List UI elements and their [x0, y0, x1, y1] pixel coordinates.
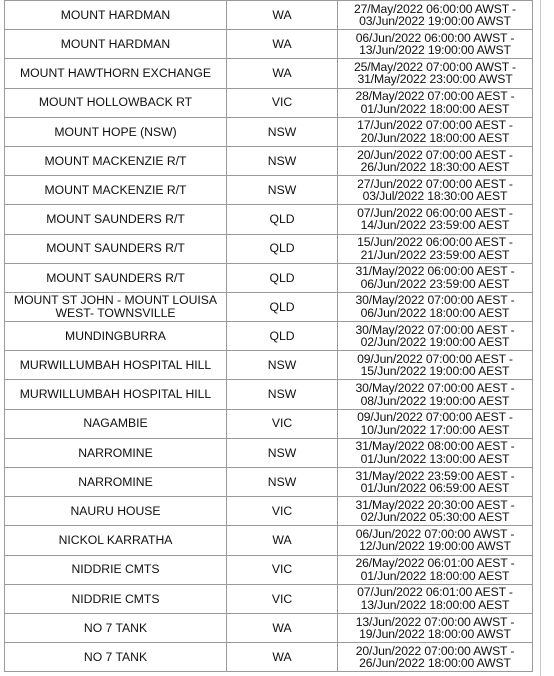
site-name: MOUNT HARDMAN — [60, 37, 171, 52]
outage-end: 06/Jun/2022 18:00:00 AEST — [360, 305, 510, 320]
site-name: MOUNT HARDMAN — [60, 7, 171, 22]
outage-window-cell — [338, 234, 533, 263]
state-cell: NSW — [227, 146, 338, 175]
outage-window-cell — [338, 468, 533, 497]
outage-window-cell — [338, 584, 533, 613]
site-name-cell — [5, 263, 227, 292]
state-cell: QLD — [227, 234, 338, 263]
outage-end: 20/Jun/2022 18:00:00 AEST — [360, 130, 510, 145]
outage-window-cell — [338, 292, 533, 321]
state-cell: NSW — [227, 176, 338, 205]
site-name-cell — [5, 526, 227, 555]
table-row — [5, 322, 533, 351]
state-cell: NSW — [227, 438, 338, 467]
site-name-cell — [5, 584, 227, 613]
site-name-cell — [5, 613, 227, 642]
outage-window-cell — [338, 409, 533, 438]
outage-start: 17/Jun/2022 07:00:00 AEST - — [357, 118, 513, 133]
outage-table — [4, 0, 533, 672]
site-name-cell — [5, 205, 227, 234]
site-name: MURWILLUMBAH HOSPITAL HILL — [19, 358, 212, 373]
state-cell: VIC — [227, 88, 338, 117]
site-name: NIDDRIE CMTS — [71, 591, 160, 606]
state-cell: NSW — [227, 117, 338, 146]
table-row — [5, 438, 533, 467]
outage-start: 13/Jun/2022 07:00:00 AWST - — [355, 614, 515, 629]
page-edge-divider — [540, 0, 541, 676]
outage-end: 01/Jun/2022 18:00:00 AEST — [360, 568, 510, 583]
state-cell: WA — [227, 59, 338, 88]
outage-window-cell — [338, 1, 533, 30]
site-name-cell — [5, 497, 227, 526]
site-name-cell — [5, 234, 227, 263]
site-name-cell — [5, 438, 227, 467]
site-name: MUNDINGBURRA — [65, 328, 166, 343]
table-row — [5, 176, 533, 205]
state-cell: NSW — [227, 351, 338, 380]
outage-start: 06/Jun/2022 06:00:00 AWST - — [355, 30, 515, 45]
site-name: MOUNT SAUNDERS R/T — [46, 212, 185, 227]
site-name: NIDDRIE CMTS — [71, 562, 160, 577]
outage-start: 31/May/2022 08:00:00 AEST - — [355, 439, 515, 454]
state-cell: VIC — [227, 497, 338, 526]
state-cell: VIC — [227, 584, 338, 613]
outage-window-cell — [338, 322, 533, 351]
site-name-cell — [5, 30, 227, 59]
outage-window-cell — [338, 351, 533, 380]
outage-end: 13/Jun/2022 19:00:00 AWST — [359, 43, 511, 58]
outage-end: 01/Jun/2022 18:00:00 AEST — [360, 101, 510, 116]
site-name: MOUNT SAUNDERS R/T — [46, 241, 185, 256]
site-name-cell — [5, 555, 227, 584]
site-name: NAGAMBIE — [83, 416, 148, 431]
table-row — [5, 497, 533, 526]
site-name: MOUNT HOLLOWBACK RT — [38, 95, 193, 110]
site-name-cell — [5, 117, 227, 146]
outage-table-body — [5, 1, 533, 672]
state-cell: NSW — [227, 380, 338, 409]
outage-start: 09/Jun/2022 07:00:00 AEST - — [357, 410, 513, 425]
outage-start: 31/May/2022 20:30:00 AEST - — [355, 497, 515, 512]
outage-start: 31/May/2022 06:00:00 AEST - — [355, 264, 515, 279]
outage-window-cell — [338, 146, 533, 175]
outage-start: 26/May/2022 06:01:00 AEST - — [355, 556, 515, 571]
site-name: NARROMINE — [78, 445, 153, 460]
site-name-cell — [5, 380, 227, 409]
state-cell: WA — [227, 30, 338, 59]
outage-window-cell — [338, 555, 533, 584]
table-row — [5, 351, 533, 380]
state-cell: WA — [227, 1, 338, 30]
table-row — [5, 468, 533, 497]
outage-end: 03/Jul/2022 18:30:00 AEST — [362, 189, 508, 204]
site-name: NO 7 TANK — [83, 620, 148, 635]
outage-start: 07/Jun/2022 06:01:00 AEST - — [357, 585, 513, 600]
outage-end: 13/Jun/2022 18:00:00 AEST — [360, 597, 510, 612]
outage-end: 14/Jun/2022 23:59:00 AEST — [360, 218, 510, 233]
table-row — [5, 292, 533, 321]
outage-end: 12/Jun/2022 19:00:00 AWST — [359, 539, 511, 554]
state-cell: QLD — [227, 205, 338, 234]
outage-start: 30/May/2022 07:00:00 AEST - — [355, 322, 515, 337]
site-name: NO 7 TANK — [83, 649, 148, 664]
table-row — [5, 59, 533, 88]
site-name: NARROMINE — [78, 474, 153, 489]
outage-end: 01/Jun/2022 06:59:00 AEST — [360, 481, 510, 496]
site-name-cell — [5, 146, 227, 175]
site-name-cell — [5, 351, 227, 380]
site-name-cell — [5, 1, 227, 30]
outage-start: 27/May/2022 06:00:00 AWST - — [354, 1, 516, 16]
site-name-cell — [5, 88, 227, 117]
outage-window-cell — [338, 438, 533, 467]
site-name: NICKOL KARRATHA — [58, 533, 173, 548]
state-cell: QLD — [227, 292, 338, 321]
site-name-cell — [5, 176, 227, 205]
table-row — [5, 555, 533, 584]
site-name-cell — [5, 643, 227, 672]
site-name: MOUNT HOPE (NSW) — [54, 124, 177, 139]
outage-start: 09/Jun/2022 07:00:00 AEST - — [357, 351, 513, 366]
table-row — [5, 117, 533, 146]
site-name-cell — [5, 292, 227, 321]
state-cell: WA — [227, 643, 338, 672]
outage-end: 21/Jun/2022 23:59:00 AEST — [360, 247, 510, 262]
table-row — [5, 263, 533, 292]
outage-start: 28/May/2022 07:00:00 AEST - — [355, 89, 515, 104]
table-row — [5, 205, 533, 234]
outage-start: 25/May/2022 07:00:00 AWST - — [354, 59, 516, 74]
outage-window-cell — [338, 380, 533, 409]
state-cell: NSW — [227, 468, 338, 497]
outage-end: 15/Jun/2022 19:00:00 AEST — [360, 364, 510, 379]
outage-start: 20/Jun/2022 07:00:00 AWST - — [355, 643, 515, 658]
site-name-cell — [5, 59, 227, 88]
outage-end: 01/Jun/2022 13:00:00 AEST — [360, 451, 510, 466]
state-cell: QLD — [227, 322, 338, 351]
outage-end: 10/Jun/2022 17:00:00 AEST — [360, 422, 510, 437]
state-cell: WA — [227, 526, 338, 555]
table-row — [5, 30, 533, 59]
outage-window-cell — [338, 613, 533, 642]
site-name-cell — [5, 322, 227, 351]
outage-end: 26/Jun/2022 18:00:00 AWST — [359, 656, 511, 671]
outage-window-cell — [338, 88, 533, 117]
table-row — [5, 146, 533, 175]
state-cell: VIC — [227, 409, 338, 438]
table-row — [5, 526, 533, 555]
outage-window-cell — [338, 526, 533, 555]
outage-start: 31/May/2022 23:59:00 AEST - — [355, 468, 515, 483]
outage-end: 31/May/2022 23:00:00 AWST — [357, 72, 513, 87]
site-name: MOUNT MACKENZIE R/T — [44, 182, 187, 197]
table-row — [5, 88, 533, 117]
outage-end: 06/Jun/2022 23:59:00 AEST — [360, 276, 510, 291]
table-row — [5, 409, 533, 438]
outage-window-cell — [338, 205, 533, 234]
outage-end: 02/Jun/2022 05:30:00 AEST — [360, 510, 510, 525]
outage-start: 06/Jun/2022 07:00:00 AWST - — [355, 526, 515, 541]
state-cell: VIC — [227, 555, 338, 584]
table-row — [5, 613, 533, 642]
outage-end: 26/Jun/2022 18:30:00 AEST — [360, 160, 510, 175]
state-cell: QLD — [227, 263, 338, 292]
outage-start: 30/May/2022 07:00:00 AEST - — [355, 381, 515, 396]
outage-start: 30/May/2022 07:00:00 AEST - — [355, 293, 515, 308]
site-name: MOUNT MACKENZIE R/T — [44, 153, 187, 168]
outage-window-cell — [338, 263, 533, 292]
outage-window-cell — [338, 643, 533, 672]
table-row — [5, 584, 533, 613]
table-row — [5, 1, 533, 30]
outage-end: 02/Jun/2022 19:00:00 AEST — [360, 335, 510, 350]
site-name: NAURU HOUSE — [70, 504, 161, 519]
outage-start: 07/Jun/2022 06:00:00 AEST - — [357, 205, 513, 220]
table-row — [5, 234, 533, 263]
outage-start: 15/Jun/2022 06:00:00 AEST - — [357, 235, 513, 250]
outage-end: 19/Jun/2022 18:00:00 AWST — [359, 627, 511, 642]
site-name: MOUNT HAWTHORN EXCHANGE — [20, 66, 211, 81]
outage-end: 03/Jun/2022 19:00:00 AWST — [359, 14, 511, 29]
site-name-cell — [5, 409, 227, 438]
outage-start: 20/Jun/2022 07:00:00 AEST - — [357, 147, 513, 162]
outage-window-cell — [338, 176, 533, 205]
outage-window-cell — [338, 59, 533, 88]
outage-end: 08/Jun/2022 19:00:00 AEST — [360, 393, 510, 408]
table-row — [5, 380, 533, 409]
site-name-continued: WEST- TOWNSVILLE — [55, 305, 176, 320]
site-name-cell — [5, 468, 227, 497]
outage-window-cell — [338, 117, 533, 146]
outage-window-cell — [338, 30, 533, 59]
site-name: MOUNT ST JOHN - MOUNT LOUISA — [13, 293, 218, 308]
site-name: MOUNT SAUNDERS R/T — [46, 270, 185, 285]
state-cell: WA — [227, 613, 338, 642]
table-row — [5, 643, 533, 672]
site-name: MURWILLUMBAH HOSPITAL HILL — [19, 387, 212, 402]
outage-start: 27/Jun/2022 07:00:00 AEST - — [357, 176, 513, 191]
outage-window-cell — [338, 497, 533, 526]
